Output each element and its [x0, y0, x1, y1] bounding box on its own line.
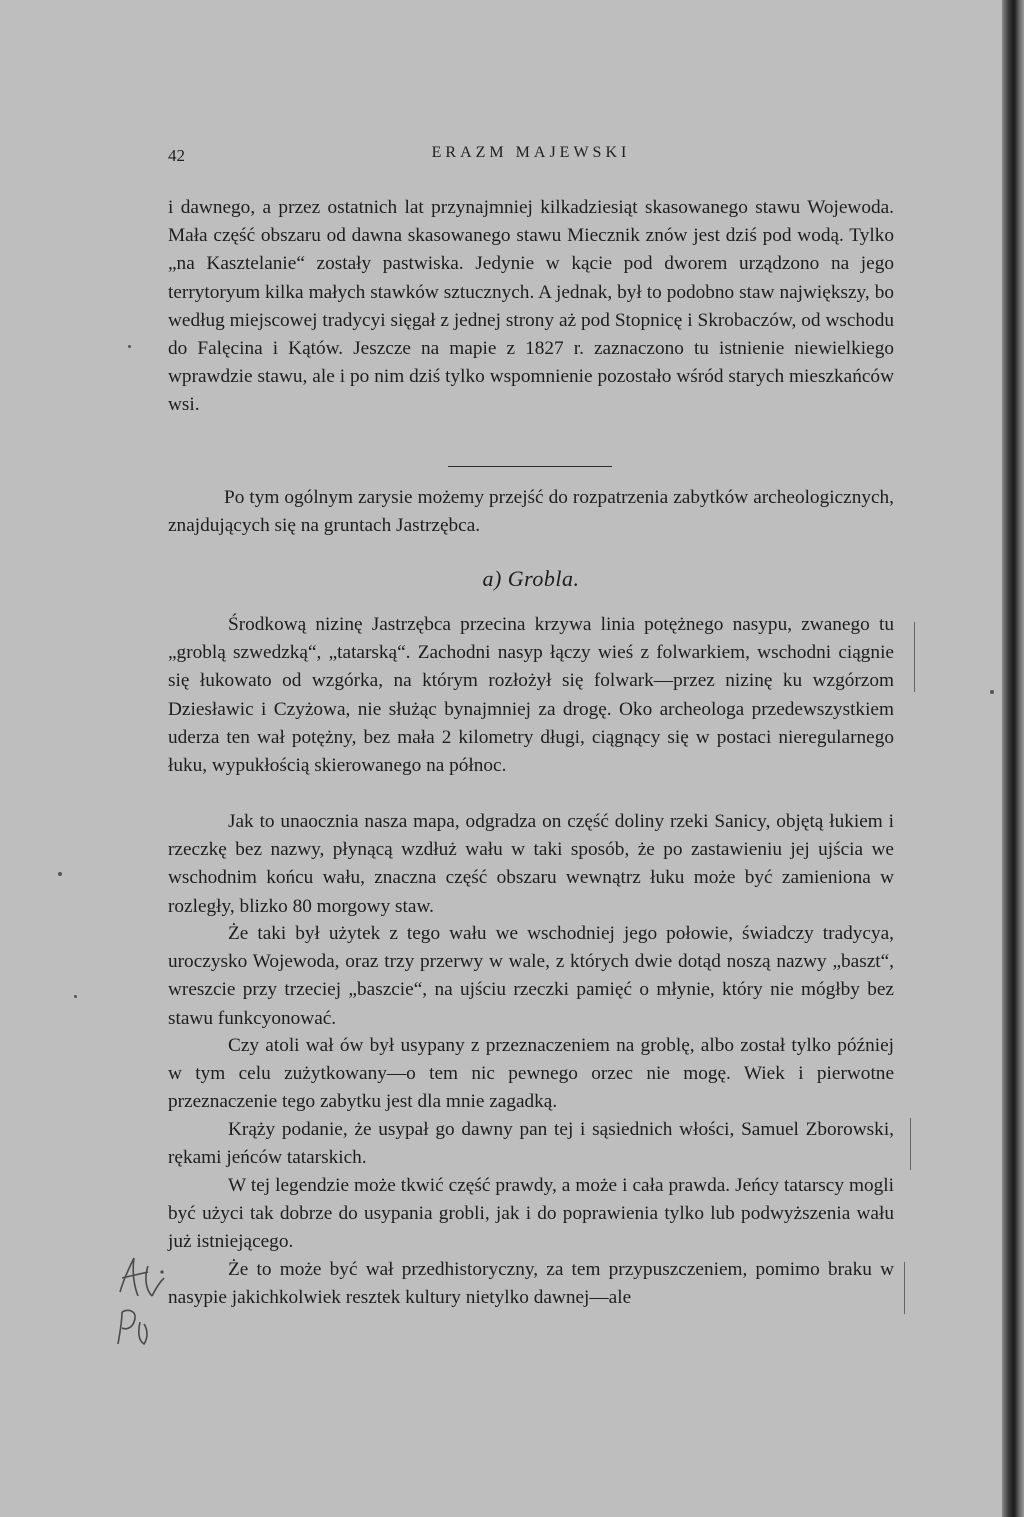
page-number: 42 [168, 146, 185, 165]
section-title: a) Grobla. [482, 566, 580, 591]
paragraph-5: Że taki był użytek z tego wału we wschodniej jego połowie, świadczy tradycya, uroczysko Wojewoda, oraz trzy przerwy w wale, z których dwie dotąd noszą nazwy „baszt“, wreszcie przy trzeciej „baszcie“, na ujściu rzeczki pamięć o młynie, który nie mógłby bez stawu funkcyonować. [168, 923, 894, 1029]
page-header [168, 144, 894, 168]
paper-speck [74, 995, 77, 998]
paragraph-9: Że to może być wał przedhistoryczny, za tem przypuszczeniem, pomimo braku w nasypie jakichkolwiek resztek kultury nietylko dawnej—ale [168, 1259, 894, 1309]
paragraph-3: Środkową nizinę Jastrzębca przecina krzywa linia potężnego nasypu, zwanego tu „groblą szwedzką“, „tatarską“. Zachodni nasyp łączy wieś z folwarkiem, wschodni ciągnie się łukowato od wzgórka, na którym rozłożył się folwark—przez nizinę ku wzgórzom Dziesławic i Czyżowa, nie służąc bynajmniej za drogę. Oko archeologa przedewszystkiem uderza ten wał potężny, bez mała 2 kilometry długi, ciągnący się w postaci nieregularnego łuku, wypukłością skierowanego na północ. [168, 614, 894, 777]
running-head: ERAZM MAJEWSKI [431, 144, 631, 161]
book-spine-edge [1002, 0, 1024, 1517]
paper-speck [58, 872, 62, 876]
handwritten-marginal-note [108, 1252, 188, 1348]
section-divider [448, 466, 612, 467]
paragraph-7: Krąży podanie, że usypał go dawny pan tej i sąsiednich włości, Samuel Zborowski, rękami jeńców tatarskich. [168, 1119, 894, 1169]
paper-speck [128, 345, 131, 348]
paragraph-1: i dawnego, a przez ostatnich lat przynajmniej kilkadziesiąt skasowanego stawu Wojewoda. Mała część obszaru od dawna skasowanego stawu Miecznik znów jest dziś pod wodą. Tylko „na Kasztelanie“ zostały pastwiska. Jedynie w kącie pod dworem urządzono na jego terrytoryum kilka małych stawków sztucznych. A jednak, był to podobno staw największy, bo według miejscowej tradycyi sięgał z jednej strony aż pod Stopnicę i Skrobaczów, od wschodu do Falęcina i Kątów. Jeszcze na mapie z 1827 r. zaznaczono tu istnienie niewielkiego wprawdzie stawu, ale i po nim dziś tylko wspomnienie pozostało wśród starych mieszkańców wsi. [168, 197, 894, 416]
margin-pencil-mark [904, 1262, 905, 1314]
paragraph-4: Jak to unaocznia nasza mapa, odgradza on część doliny rzeki Sanicy, objętą łukiem i rzeczkę bez nazwy, płynącą wzdłuż wału w taki sposób, że po zastawieniu jej ujścia we wschodnim końcu wału, znaczna część obszaru wewnątrz łuku może być zamieniona w rozległy, blizko 80 morgowy staw. [168, 811, 894, 917]
paragraph-8: W tej legendzie może tkwić część prawdy, a może i cała prawda. Jeńcy tatarscy mogli być użyci tak dobrze do usypania grobli, jak i do poprawienia tylko lub podwyższenia wału już istniejącego. [168, 1175, 894, 1253]
paragraph-2: Po tym ogólnym zarysie możemy przejść do rozpatrzenia zabytków archeologicznych, znajdujących się na gruntach Jastrzębca. [168, 487, 894, 537]
margin-pencil-mark [914, 622, 915, 692]
paper-speck [990, 690, 994, 694]
paragraph-6: Czy atoli wał ów był usypany z przeznaczeniem na groblę, albo został tylko później w tym celu zużytkowany—o tem nic pewnego orzec nie mogę. Wiek i pierwotne przeznaczenie tego zabytku jest dla mnie zagadką. [168, 1035, 894, 1113]
margin-pencil-mark [910, 1118, 911, 1170]
